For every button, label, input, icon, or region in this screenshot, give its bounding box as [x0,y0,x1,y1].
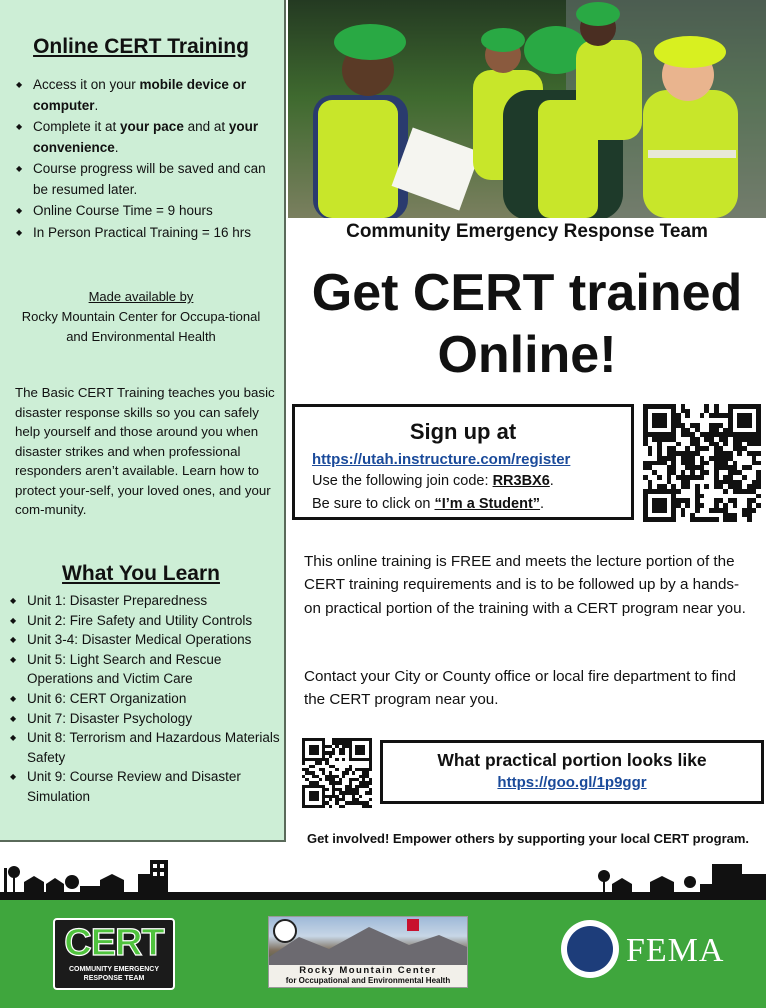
dhs-seal-icon [561,920,619,978]
city-skyline [0,850,766,902]
signup-qr-code[interactable] [643,404,761,522]
hero-photo [288,0,766,218]
student-line: Be sure to click on “I’m a Student”. [312,496,545,512]
list-item: ◆ In Person Practical Training = 16 hrs [16,223,274,244]
fema-logo: FEMA [626,932,725,969]
list-item: ◆ Unit 5: Light Search and Rescue Operations and Victim Care [10,650,282,689]
join-code: RR3BX6 [492,473,550,489]
list-item: ◆ Unit 8: Terrorism and Hazardous Materials Safety [10,728,282,767]
footer-band [0,900,766,1008]
list-item: ◆ Access it on your mobile device or computer. [16,75,274,116]
units-list [10,591,282,807]
list-item: ◆ Unit 6: CERT Organization [10,689,282,709]
sidebar-panel [0,0,286,842]
list-item: ◆ Course progress will be saved and can be resumed later. [16,159,274,200]
team-name: Community Emergency Response Team [346,221,708,242]
list-item: ◆ Online Course Time = 9 hours [16,201,274,222]
list-item: ◆ Unit 9: Course Review and Disaster Simulation [10,767,282,806]
rocky-mountain-center-logo: Rocky Mountain Center for Occupational and Environmental Health [268,916,468,988]
list-item: ◆ Unit 2: Fire Safety and Utility Controls [10,611,282,631]
video-heading: What practical portion looks like [437,750,707,770]
signup-box [292,404,634,520]
made-available-by [10,287,272,347]
cert-logo: CERT COMMUNITY EMERGENCY RESPONSE TEAM [53,918,175,990]
video-box [380,740,764,804]
made-by-org: Rocky Mountain Center for Occupa-tional and Environmental Health [21,309,261,344]
list-item: ◆ Unit 1: Disaster Preparedness [10,591,282,611]
signup-heading: Sign up at [409,419,517,444]
learn-title: What You Learn [62,562,220,585]
signup-link[interactable]: https://utah.instructure.com/register [312,451,571,468]
contact-paragraph: Contact your City or County office or local fire department to find the CERT program near you. [304,668,736,709]
free-training-paragraph: This online training is FREE and meets the lecture portion of the CERT training requirements and is to be followed up by a hands-on practical portion of the training with a CERT program near you. [304,553,746,617]
basic-description: The Basic CERT Training teaches you basic disaster response skills so you can safely help yourself and those around you when disaster strikes and when professional responders aren’t available. Learn how to protect your-self, your loved ones, and your com-munity. [15,385,275,517]
list-item: ◆ Complete it at your pace and at your convenience. [16,117,274,158]
feature-list [16,75,274,244]
video-qr-code[interactable] [302,738,372,808]
student-link: “I’m a Student” [434,496,541,512]
sidebar-title: Online CERT Training [33,35,249,58]
page-title: Get CERT trained Online! [311,264,743,384]
join-code-line: Use the following join code: RR3BX6. [312,473,554,489]
responders-illustration [288,0,766,218]
list-item: ◆ Unit 7: Disaster Psychology [10,709,282,729]
video-link[interactable]: https://goo.gl/1p9ggr [497,774,647,791]
made-by-label: Made available by [88,289,194,304]
list-item: ◆ Unit 3-4: Disaster Medical Operations [10,630,282,650]
get-involved-text: Get involved! Empower others by supporting your local CERT program. [306,831,750,846]
